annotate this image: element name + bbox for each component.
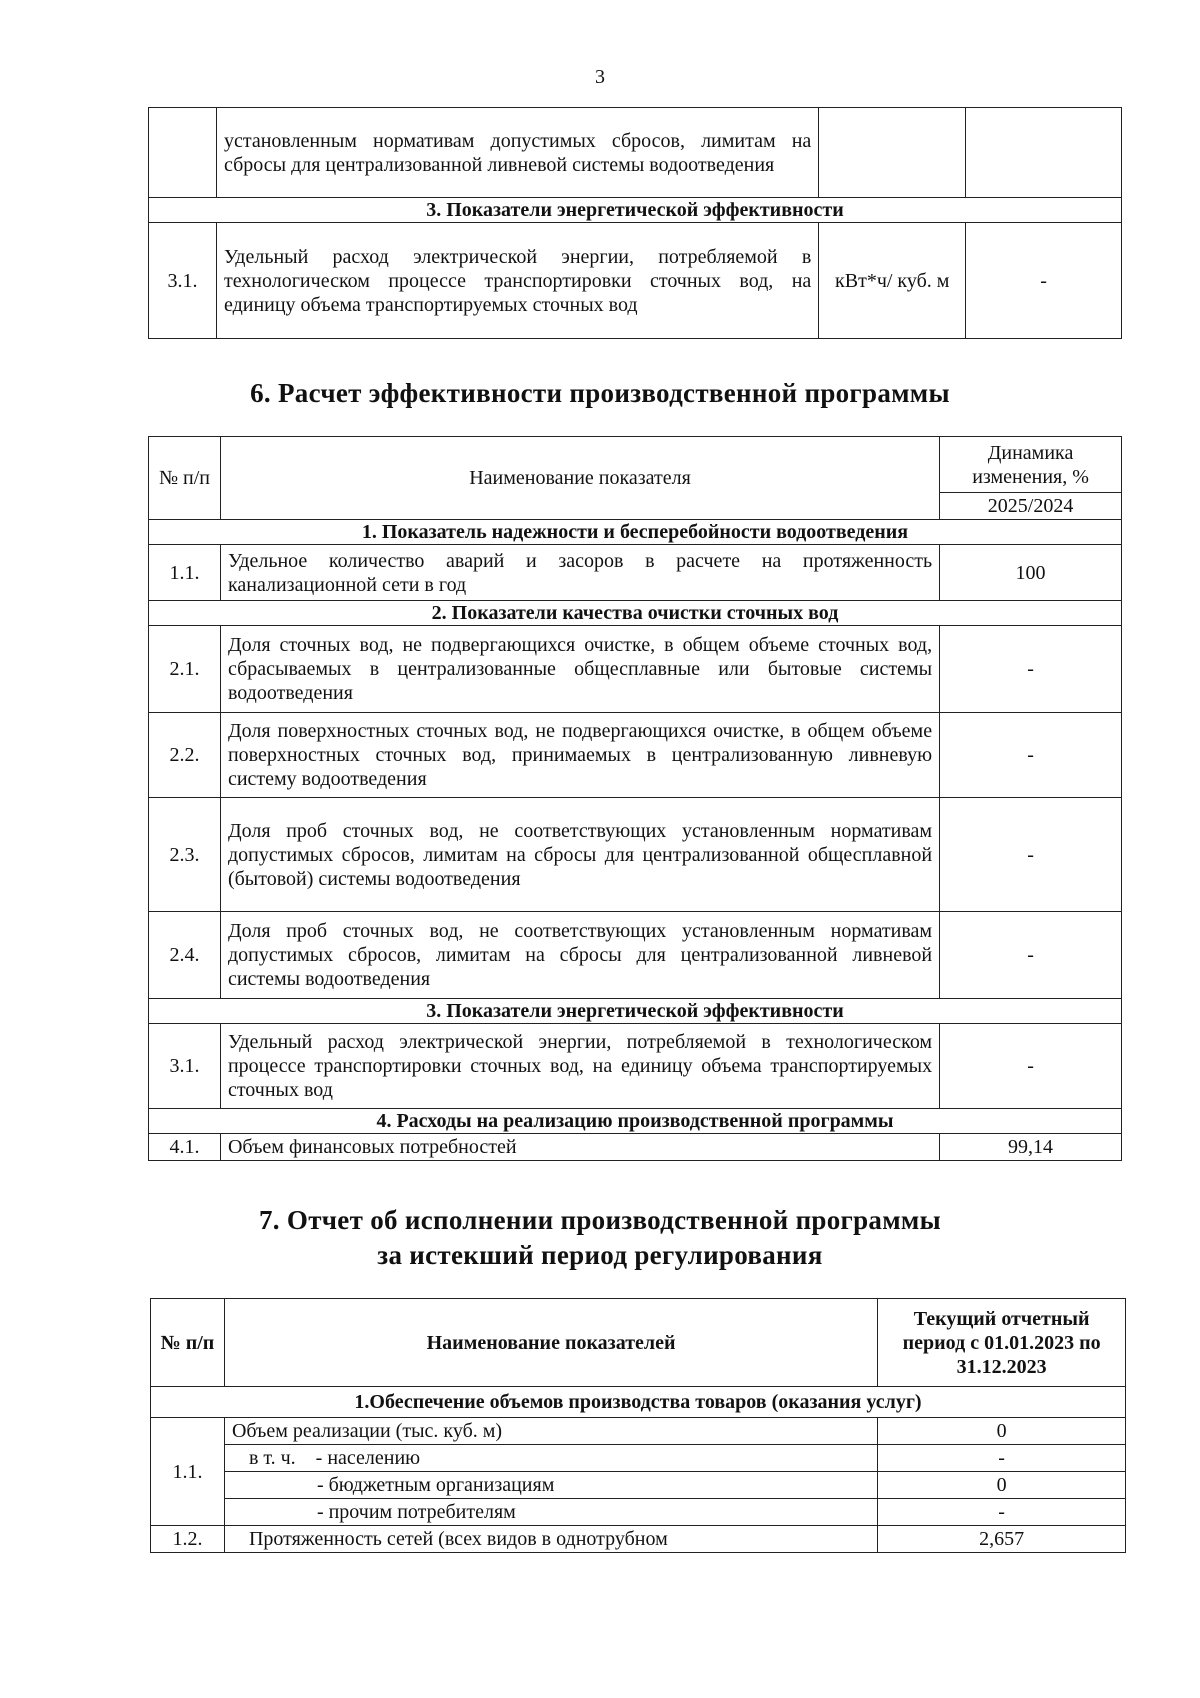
continued-indicator-text: установленным нормативам допустимых сбросов, лимитам на сбросы для централизованной ливневой системы водоотведения [216,108,818,198]
section-7-title-line2: за истекший период регулирования [377,1240,823,1270]
table-row [149,912,1122,999]
indicator-subname: - бюджетным организациям [224,1472,877,1499]
row-number: 2.2. [149,713,221,798]
header-number: № п/п [151,1299,225,1387]
section-7-title-line1: 7. Отчет об исполнении производственной программы [259,1205,941,1235]
page-number: 3 [595,66,605,88]
value-cell: - [878,1499,1126,1526]
indicator-name: Доля сточных вод, не подвергающихся очистке, в общем объеме сточных вод, сбрасываемых в централизованные общесплавные или бытовые системы водоотведения [220,626,939,713]
section-heading: 1.Обеспечение объемов производства товаров (оказания услуг) [151,1387,1126,1418]
table-cell-empty [966,108,1122,198]
section-heading: 3. Показатели энергетической эффективности [149,999,1122,1024]
table-cell-empty [819,108,966,198]
header-dynamics: Динамика изменения, % [940,437,1122,493]
indicator-name: Объем реализации (тыс. куб. м) [224,1418,877,1445]
indicator-name: Удельное количество аварий и засоров в расчете на протяженность канализационной сети в год [220,545,939,601]
value-cell: - [878,1445,1126,1472]
indicator-name: Объем финансовых потребностей [220,1134,939,1161]
section-heading: 2. Показатели качества очистки сточных вод [149,601,1122,626]
row-number: 2.3. [149,798,221,912]
header-period: 2025/2024 [940,493,1122,520]
section-heading: 4. Расходы на реализацию производственной программы [149,1109,1122,1134]
table-row [149,713,1122,798]
table-row [149,626,1122,713]
value-cell: 0 [878,1472,1126,1499]
value-cell: 100 [940,545,1122,601]
unit-cell: кВт*ч/ куб. м [819,223,966,339]
value-cell: - [940,1024,1122,1109]
value-cell: 2,657 [878,1526,1126,1553]
indicator-subname: в т. ч. - населению [224,1445,877,1472]
section-heading: 1. Показатель надежности и бесперебойности водоотведения [149,520,1122,545]
row-number: 1.1. [151,1418,225,1526]
indicator-name: Протяженность сетей (всех видов в однотрубном [224,1526,877,1553]
value-cell: - [940,912,1122,999]
indicator-name: Доля поверхностных сточных вод, не подвергающихся очистке, в общем объеме поверхностных сточных вод, принимаемых в централизованную ливневую систему водоотведения [220,713,939,798]
header-indicator-name: Наименование показателей [224,1299,877,1387]
table-row [149,545,1122,601]
section-6-title: 6. Расчет эффективности производственной программы [250,378,950,408]
indicator-name: Доля проб сточных вод, не соответствующих установленным нормативам допустимых сбросов, лимитам на сбросы для централизованной общесплавной (бытовой) системы водоотведения [220,798,939,912]
row-number: 3.1. [149,223,217,339]
value-cell: 99,14 [940,1134,1122,1161]
table-row [149,1134,1122,1161]
indicator-subname: - прочим потребителям [224,1499,877,1526]
value-cell: 0 [878,1418,1126,1445]
value-cell: - [940,713,1122,798]
indicator-name: Удельный расход электрической энергии, потребляемой в технологическом процессе транспортировки сточных вод, на единицу объема транспортируемых сточных вод [220,1024,939,1109]
efficiency-table [148,436,1122,1161]
table-row [149,798,1122,912]
indicator-name: Доля проб сточных вод, не соответствующих установленным нормативам допустимых сбросов, лимитам на сбросы для централизованной ливневой системы водоотведения [220,912,939,999]
section-heading: 3. Показатели энергетической эффективности [149,198,1122,223]
value-cell: - [940,798,1122,912]
row-number: 2.4. [149,912,221,999]
value-cell: - [966,223,1122,339]
row-number: 2.1. [149,626,221,713]
row-number: 3.1. [149,1024,221,1109]
table-row [149,1024,1122,1109]
value-cell: - [940,626,1122,713]
indicators-table-continued [148,107,1122,339]
header-indicator-name: Наименование показателя [220,437,939,520]
header-number: № п/п [149,437,221,520]
indicator-name: Удельный расход электрической энергии, потребляемой в технологическом процессе транспортировки сточных вод, на единицу объема транспортируемых сточных вод [216,223,818,339]
table-cell-empty [149,108,217,198]
execution-report-table [150,1298,1126,1553]
header-period: Текущий отчетный период с 01.01.2023 по 31.12.2023 [878,1299,1126,1387]
row-number: 1.1. [149,545,221,601]
row-number: 1.2. [151,1526,225,1553]
row-number: 4.1. [149,1134,221,1161]
